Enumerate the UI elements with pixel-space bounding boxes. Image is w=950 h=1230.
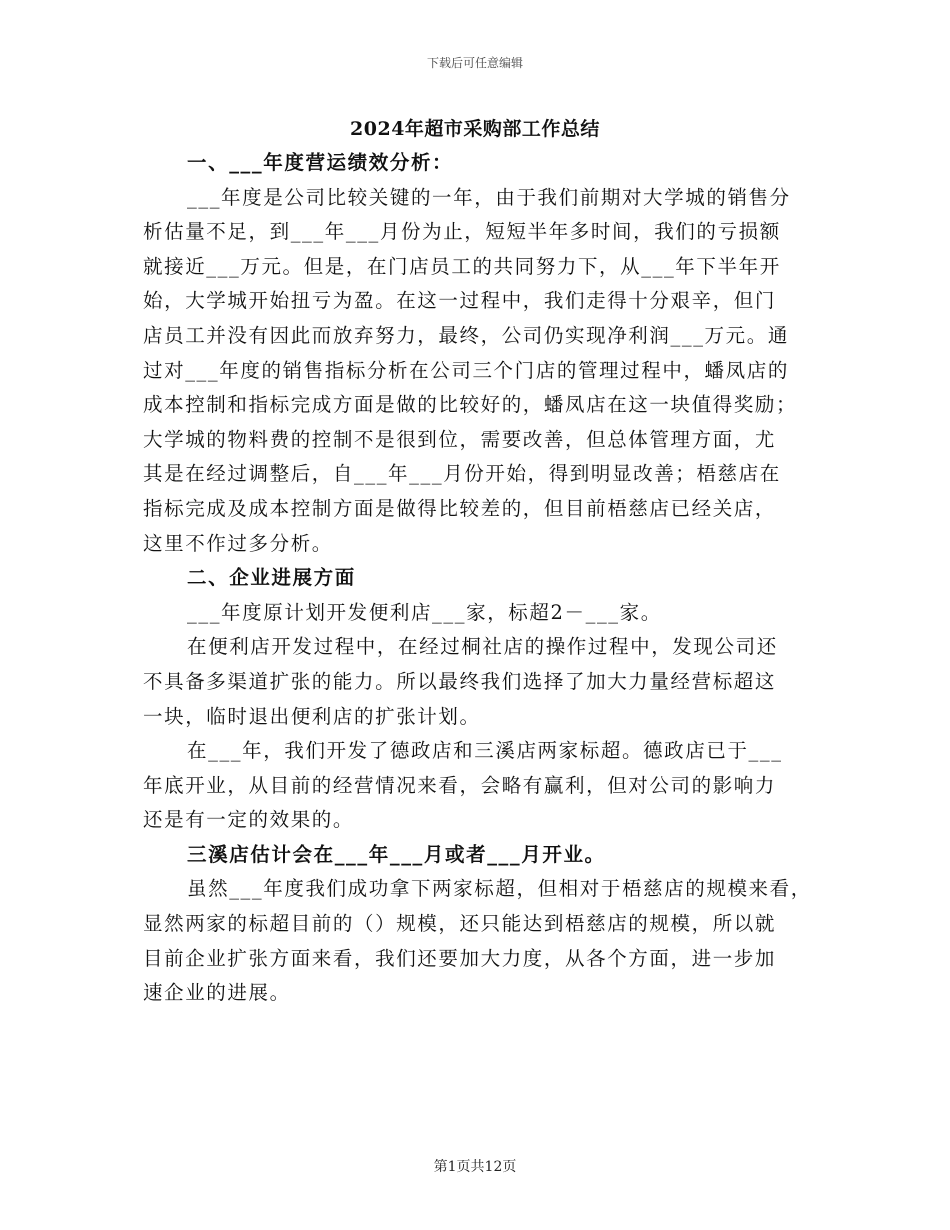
section-1-heading: 一、___年度营运绩效分析：	[187, 151, 454, 174]
header-note: 下载后可任意编辑	[426, 56, 523, 70]
document-body	[143, 146, 813, 1011]
paragraph-line: 显然两家的标超目前的（）规模，还只能达到梧慈店的规模，所以就	[143, 912, 777, 936]
paragraph-line: 一块，临时退出便利店的扩张计划。	[143, 704, 481, 728]
section-2-heading: 二、企业进展方面	[187, 566, 356, 590]
paragraph-line: 年底开业，从目前的经营情况来看，会略有赢利，但对公司的影响力	[143, 773, 777, 797]
paragraph-line: 成本控制和指标完成方面是做的比较好的，蟠凤店在这一块值得奖励；	[143, 393, 798, 417]
paragraph-line: 指标完成及成本控制方面是做得比较差的，但目前梧慈店已经关店，	[143, 496, 777, 520]
paragraph-line: ___年度是公司比较关键的一年，由于我们前期对大学城的销售分	[187, 185, 791, 209]
document-title: 2024年超市采购部工作总结	[350, 118, 600, 140]
paragraph-line: 在便利店开发过程中，在经过桐社店的操作过程中，发现公司还	[187, 635, 778, 659]
paragraph-line: 就接近___万元。但是，在门店员工的共同努力下，从___年下半年开	[143, 254, 781, 278]
page-indicator: 第1页共12页	[433, 1159, 517, 1175]
plan-line: ___年度原计划开发便利店___家，标超2－___家。	[187, 600, 662, 624]
paragraph-line: 虽然___年度我们成功拿下两家标超，但相对于梧慈店的规模来看，	[187, 877, 812, 901]
paragraph-line: 大学城的物料费的控制不是很到位，需要改善，但总体管理方面，尤	[143, 427, 777, 451]
paragraph-line: 目前企业扩张方面来看，我们还要加大力度，从各个方面，进一步加	[143, 946, 777, 970]
paragraph-line: 速企业的进展。	[143, 981, 291, 1005]
paragraph-line: 析估量不足，到___年___月份为止，短短半年多时间，我们的亏损额	[143, 220, 781, 244]
paragraph-line: 过对___年度的销售指标分析在公司三个门店的管理过程中，蟠凤店的	[143, 358, 789, 382]
paragraph-line: 店员工并没有因此而放弃努力，最终，公司仍实现净利润___万元。通	[143, 323, 789, 347]
paragraph-line: 其是在经过调整后，自___年___月份开始，得到明显改善；梧慈店在	[143, 462, 781, 486]
opening-schedule-line: 三溪店估计会在___年___月或者___月开业。	[187, 842, 606, 866]
paragraph-line: 还是有一定的效果的。	[143, 808, 355, 832]
paragraph-line: 始，大学城开始扭亏为盈。在这一过程中，我们走得十分艰辛，但门	[143, 289, 777, 313]
paragraph-line: 这里不作过多分析。	[143, 531, 333, 555]
paragraph-line: 不具备多渠道扩张的能力。所以最终我们选择了加大力量经营标超这	[143, 669, 777, 693]
paragraph-line: 在___年，我们开发了德政店和三溪店两家标超。德政店已于___	[187, 739, 783, 763]
